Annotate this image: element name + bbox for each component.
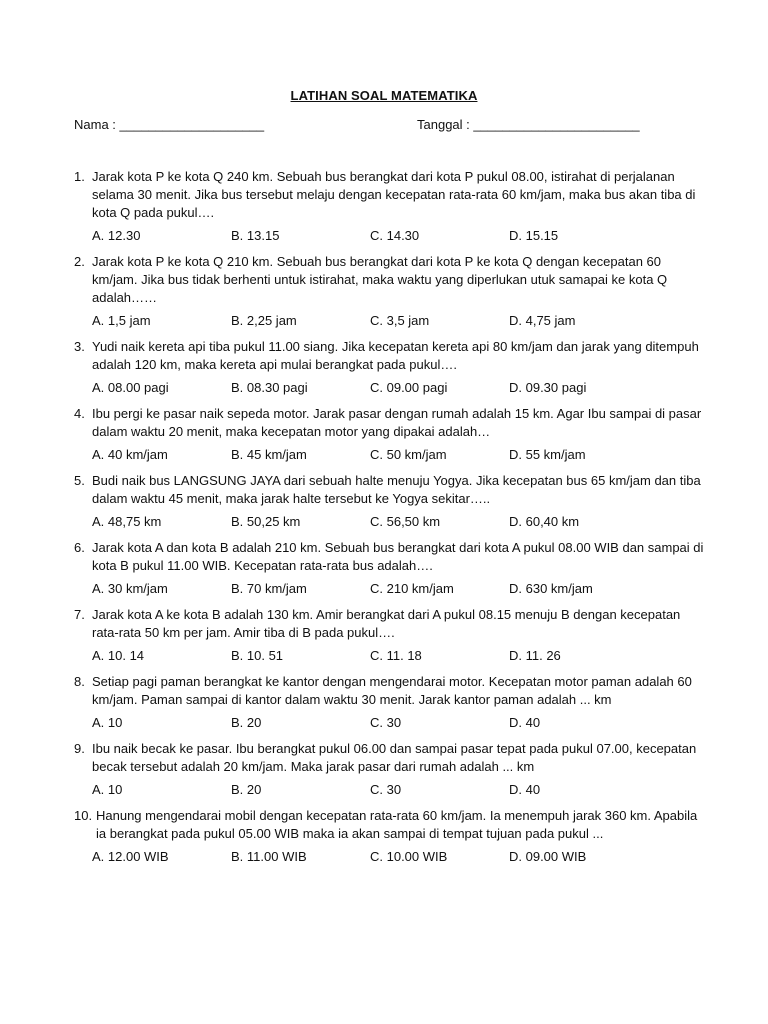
question-text: Yudi naik kereta api tiba pukul 11.00 siang. Jika kecepatan kereta api 80 km/jam dan jarak yang ditempuh adalah 120 km, maka kereta api mulai berangkat pada pukul…. xyxy=(92,339,699,372)
answer-option-a: A. 30 km/jam xyxy=(92,581,168,596)
answer-option-c: C. 210 km/jam xyxy=(370,581,454,596)
question-item xyxy=(74,405,704,464)
answer-options xyxy=(92,580,704,598)
question-row xyxy=(74,606,704,642)
question-number: 3. xyxy=(74,339,85,354)
answer-option-c: C. 3,5 jam xyxy=(370,313,430,328)
answer-options xyxy=(92,312,704,330)
answer-option-c: C. 30 xyxy=(370,715,402,730)
page-title: LATIHAN SOAL MATEMATIKA xyxy=(290,88,478,103)
question-text: Jarak kota P ke kota Q 240 km. Sebuah bus berangkat dari kota P pukul 08.00, istirahat di perjalanan selama 30 menit. Jika bus tersebut melaju dengan kecepatan rata-rata 60 km/jam, maka bus akan tiba di kota Q pada pukul…. xyxy=(92,169,696,220)
answer-options xyxy=(92,379,704,397)
answer-option-c: C. 14.30 xyxy=(370,228,420,243)
question-row xyxy=(74,405,704,441)
question-text: Ibu pergi ke pasar naik sepeda motor. Jarak pasar dengan rumah adalah 15 km. Agar Ibu sampai di pasar dalam waktu 20 menit, maka kecepatan motor yang dipakai adalah… xyxy=(92,406,702,439)
answer-option-b: B. 11.00 WIB xyxy=(231,849,307,864)
answer-option-a: A. 12.30 xyxy=(92,228,141,243)
question-item xyxy=(74,606,704,665)
question-number: 9. xyxy=(74,741,85,756)
question-list xyxy=(74,168,704,874)
question-item xyxy=(74,740,704,799)
question-row xyxy=(74,472,704,508)
answer-option-d: D. 11. 26 xyxy=(509,648,561,663)
answer-option-b: B. 45 km/jam xyxy=(231,447,307,462)
question-text: Ibu naik becak ke pasar. Ibu berangkat pukul 06.00 dan sampai pasar tepat pada pukul 07.00, kecepatan becak tersebut adalah 20 km/jam. Maka jarak pasar dari rumah adalah ... km xyxy=(92,741,697,774)
answer-option-b: B. 20 xyxy=(231,715,262,730)
answer-option-d: D. 09.30 pagi xyxy=(509,380,587,395)
question-item xyxy=(74,539,704,598)
question-text: Budi naik bus LANGSUNG JAYA dari sebuah halte menuju Yogya. Jika kecepatan bus 65 km/jam dan tiba dalam waktu 45 menit, maka jarak halte tersebut ke Yogya sekitar….. xyxy=(92,473,701,506)
answer-option-a: A. 48,75 km xyxy=(92,514,162,529)
question-item xyxy=(74,673,704,732)
answer-option-c: C. 30 xyxy=(370,782,402,797)
answer-option-c: C. 11. 18 xyxy=(370,648,422,663)
question-row xyxy=(74,253,704,307)
answer-option-d: D. 40 xyxy=(509,782,541,797)
question-number: 1. xyxy=(74,169,85,184)
answer-option-d: D. 40 xyxy=(509,715,541,730)
question-number: 6. xyxy=(74,540,85,555)
question-item xyxy=(74,168,704,245)
answer-options xyxy=(92,446,704,464)
answer-option-d: D. 15.15 xyxy=(509,228,559,243)
answer-option-a: A. 08.00 pagi xyxy=(92,380,169,395)
answer-option-b: B. 20 xyxy=(231,782,262,797)
question-row xyxy=(74,338,704,374)
answer-option-d: D. 60,40 km xyxy=(509,514,580,529)
answer-options xyxy=(92,513,704,531)
question-row xyxy=(74,168,704,222)
question-item xyxy=(74,253,704,330)
question-text: Jarak kota A ke kota B adalah 130 km. Amir berangkat dari A pukul 08.15 menuju B dengan kecepatan rata-rata 50 km per jam. Amir tiba di B pada pukul…. xyxy=(92,607,681,640)
answer-options xyxy=(92,848,704,866)
answer-option-c: C. 10.00 WIB xyxy=(370,849,448,864)
answer-option-b: B. 08.30 pagi xyxy=(231,380,308,395)
answer-option-b: B. 2,25 jam xyxy=(231,313,297,328)
question-text: Jarak kota P ke kota Q 210 km. Sebuah bus berangkat dari kota P ke kota Q dengan kecepatan 60 km/jam. Jika bus tidak berhenti untuk istirahat, maka waktu yang diperlukan utuk samapai ke kota Q adalah…… xyxy=(92,254,668,305)
question-text: Hanung mengendarai mobil dengan kecepatan rata-rata 60 km/jam. Ia menempuh jarak 360 km. Apabila ia berangkat pada pukul 05.00 WIB maka ia akan sampai di tempat tujuan pada pukul ... xyxy=(96,808,698,841)
answer-options xyxy=(92,647,704,665)
answer-option-a: A. 10 xyxy=(92,782,123,797)
answer-option-a: A. 10. 14 xyxy=(92,648,145,663)
question-number: 8. xyxy=(74,674,85,689)
question-text: Setiap pagi paman berangkat ke kantor dengan mengendarai motor. Kecepatan motor paman adalah 60 km/jam. Paman sampai di kantor dalam waktu 30 menit. Jarak kantor paman adalah ... km xyxy=(92,674,692,707)
answer-option-b: B. 50,25 km xyxy=(231,514,301,529)
answer-option-d: D. 09.00 WIB xyxy=(509,849,587,864)
question-row xyxy=(74,740,704,776)
answer-option-a: A. 12.00 WIB xyxy=(92,849,169,864)
date-field: Tanggal : _______________________ xyxy=(417,117,640,132)
answer-option-b: B. 13.15 xyxy=(231,228,280,243)
question-item xyxy=(74,338,704,397)
answer-option-c: C. 09.00 pagi xyxy=(370,380,448,395)
answer-option-d: D. 4,75 jam xyxy=(509,313,576,328)
answer-option-d: D. 630 km/jam xyxy=(509,581,593,596)
question-number: 5. xyxy=(74,473,85,488)
answer-options xyxy=(92,227,704,245)
question-number: 2. xyxy=(74,254,85,269)
question-row xyxy=(74,673,704,709)
answer-option-a: A. 10 xyxy=(92,715,123,730)
question-text: Jarak kota A dan kota B adalah 210 km. Sebuah bus berangkat dari kota A pukul 08.00 WIB dan sampai di kota B pukul 11.00 WIB. Kecepatan rata-rata bus adalah…. xyxy=(92,540,704,573)
answer-options xyxy=(92,714,704,732)
question-number: 7. xyxy=(74,607,85,622)
answer-option-a: A. 1,5 jam xyxy=(92,313,151,328)
question-number: 10. xyxy=(74,808,93,823)
question-item xyxy=(74,472,704,531)
question-number: 4. xyxy=(74,406,85,421)
answer-options xyxy=(92,781,704,799)
answer-option-a: A. 40 km/jam xyxy=(92,447,168,462)
name-field: Nama : ____________________ xyxy=(74,117,265,132)
answer-option-c: C. 56,50 km xyxy=(370,514,441,529)
question-row xyxy=(74,539,704,575)
answer-option-b: B. 10. 51 xyxy=(231,648,284,663)
answer-option-b: B. 70 km/jam xyxy=(231,581,307,596)
question-item xyxy=(74,807,704,866)
answer-option-c: C. 50 km/jam xyxy=(370,447,447,462)
answer-option-d: D. 55 km/jam xyxy=(509,447,586,462)
question-row xyxy=(74,807,704,843)
